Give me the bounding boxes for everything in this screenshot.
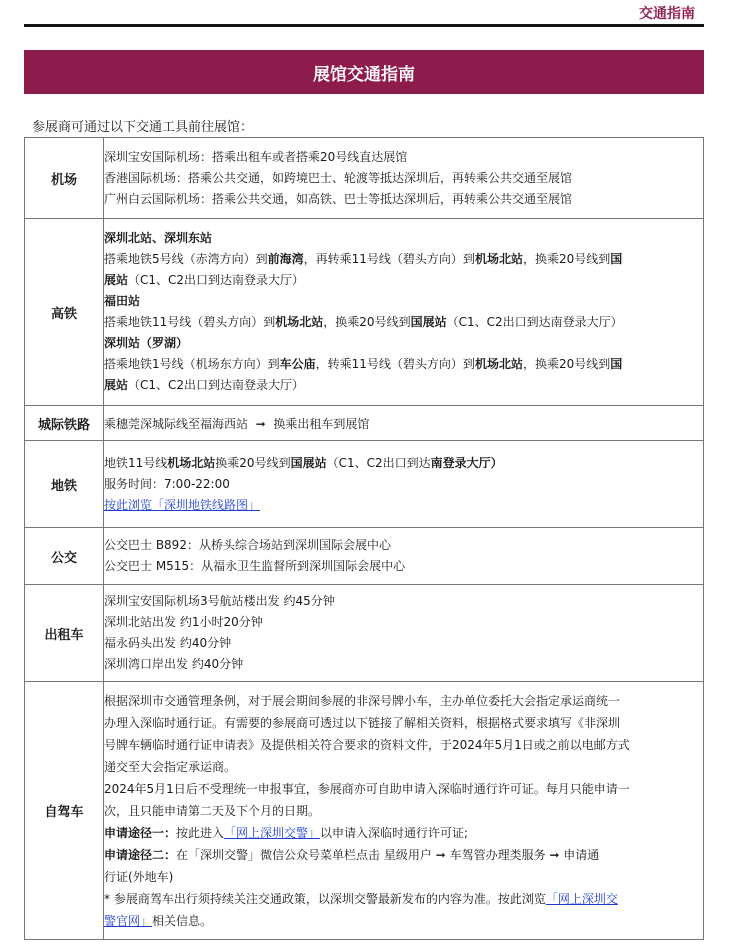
station-title: 深圳北站、深圳东站: [104, 231, 213, 245]
selfdrive-line: 根据深圳市交通管理条例，对于展会期间参展的非深号牌小车，主办单位委托大会指定承运商统一: [104, 693, 621, 708]
row-hsr: [25, 219, 704, 406]
row-selfdrive: [25, 682, 704, 940]
arrow-right-icon: ➞: [255, 416, 266, 431]
airport-line: 深圳宝安国际机场：搭乘出租车或者搭乘20号线直达展馆: [104, 149, 408, 164]
selfdrive-line: 办理入深临时通行证。有需要的参展商可透过以下链接了解相关资料，根据格式要求填写《非深圳: [104, 715, 621, 730]
policy-note: * 参展商驾车出行须持续关注交通政策，以深圳交警最新发布的内容为准。按此浏览「网上深圳交: [104, 891, 618, 906]
station-title: 深圳站（罗湖）: [104, 336, 189, 350]
taxi-line: 深圳宝安国际机场3号航站楼出发 约45分钟: [104, 594, 335, 608]
category-hsr: 高铁: [25, 219, 104, 406]
sz-traffic-police-link[interactable]: 「网上深圳交警」: [224, 825, 321, 840]
taxi-line: 福永码头出发 约40分钟: [104, 636, 232, 650]
sz-traffic-police-site-link[interactable]: 「网上深圳交: [545, 891, 618, 906]
taxi-line: 深圳湾口岸出发 约40分钟: [104, 657, 244, 671]
row-airport: [25, 138, 704, 219]
route-line: 展站（C1、C2出口到达南登录大厅）: [104, 273, 305, 287]
hsr-content: [104, 219, 704, 406]
selfdrive-content: [104, 682, 704, 940]
page-title: 展馆交通指南: [24, 50, 704, 94]
category-selfdrive: 自驾车: [25, 682, 104, 940]
metro-route: 地铁11号线机场北站换乘20号线到国展站（C1、C2出口到达南登录大厅）: [104, 455, 503, 470]
bus-line: 公交巴士 B892：从桥头综合场站到深圳国际会展中心: [104, 538, 391, 552]
row-bus: [25, 528, 704, 585]
metro-hours: 服务时间：7:00-22:00: [104, 476, 230, 491]
category-intercity: 城际铁路: [25, 406, 104, 441]
metro-content: [104, 441, 704, 528]
intro-text: 参展商可通过以下交通工具前往展馆：: [32, 120, 254, 135]
airport-line: 广州白云国际机场：搭乘公共交通，如高铁、巴士等抵达深圳后，再转乘公共交通至展馆: [104, 191, 573, 206]
taxi-content: [104, 585, 704, 682]
category-taxi: 出租车: [25, 585, 104, 682]
route-line: 搭乘地铁5号线（赤湾方向）到前海湾，再转乘11号线（碧头方向）到机场北站，换乘20号线到国: [104, 252, 623, 266]
arrow-right-icon: ➞: [549, 847, 560, 862]
bus-content: [104, 528, 704, 585]
policy-note-cont: 警官网」相关信息。: [104, 913, 213, 928]
metro-map-link[interactable]: 按此浏览「深圳地铁线路图」: [104, 497, 261, 512]
route-line: 搭乘地铁1号线（机场东方向）到车公庙，转乘11号线（碧头方向）到机场北站，换乘20号线到国: [104, 357, 623, 371]
category-airport: 机场: [25, 138, 104, 219]
row-taxi: [25, 585, 704, 682]
apply-way-2-cont: 行证(外地车): [104, 869, 174, 884]
route-line: 搭乘地铁11号线（碧头方向）到机场北站，换乘20号线到国展站（C1、C2出口到达南登录大厅）: [104, 315, 623, 329]
category-bus: 公交: [25, 528, 104, 585]
taxi-line: 深圳北站出发 约1小时20分钟: [104, 615, 263, 629]
row-metro: [25, 441, 704, 528]
route-line: 展站（C1、C2出口到达南登录大厅）: [104, 378, 305, 392]
selfdrive-line: 递交至大会指定承运商。: [104, 759, 237, 774]
row-intercity: [25, 406, 704, 441]
selfdrive-line: 号牌车辆临时通行证申请表》及提供相关符合要求的资料文件，于2024年5月1日或之前以电邮方式: [104, 737, 630, 752]
apply-way-2: 申请途径二：在「深圳交警」微信公众号菜单栏点击 星级用户 ➞ 车驾管办理类服务 ➞ 申请通: [104, 847, 600, 862]
category-metro: 地铁: [25, 441, 104, 528]
selfdrive-line: 2024年5月1日后不受理统一申报事宜，参展商亦可自助申请入深临时通行许可证。每月只能申请一: [104, 781, 630, 796]
airport-content: [104, 138, 704, 219]
intercity-content: 乘穗莞深城际线至福海西站 ➞ 换乘出租车到展馆: [104, 406, 704, 441]
bus-line: 公交巴士 M515：从福永卫生监督所到深圳国际会展中心: [104, 559, 406, 573]
apply-way-1: 申请途径一：按此进入「网上深圳交警」以申请入深临时通行许可证;: [104, 825, 469, 840]
arrow-right-icon: ➞: [435, 847, 446, 862]
selfdrive-line: 次，且只能申请第二天及下个月的日期。: [104, 803, 321, 818]
transport-table: [24, 137, 704, 940]
station-title: 福田站: [104, 294, 141, 308]
airport-line: 香港国际机场：搭乘公共交通，如跨境巴士、轮渡等抵达深圳后，再转乘公共交通至展馆: [104, 170, 573, 185]
section-tag: 交通指南: [639, 6, 695, 22]
sz-traffic-police-site-link[interactable]: 警官网」: [104, 913, 153, 928]
top-divider: [24, 24, 704, 27]
